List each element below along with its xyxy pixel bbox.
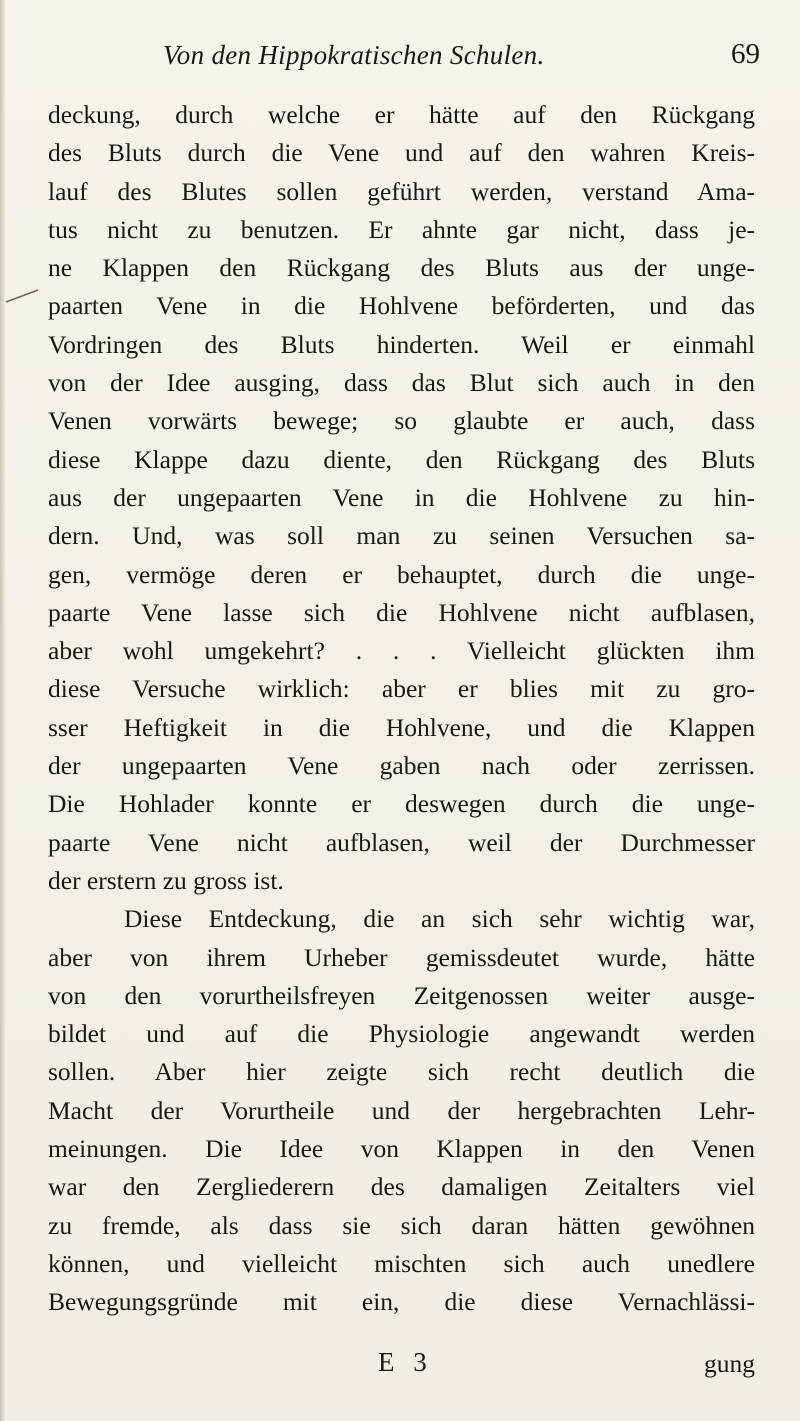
text-line: Die Hohlader konnte er deswegen durch die unge- [48, 789, 755, 819]
text-line: dern. Und, was soll man zu seinen Versuchen sa- [48, 521, 755, 551]
text-line: sser Heftigkeit in die Hohlvene, und die Klappen [48, 712, 755, 742]
text-line: zu fremde, als dass sie sich daran hätten gewöhnen [48, 1210, 755, 1240]
text-line: von den vorurtheilsfreyen Zeitgenossen weiter ausge- [48, 980, 755, 1010]
text-line: ne Klappen den Rückgang des Bluts aus der unge- [48, 253, 755, 283]
text-line: des Bluts durch die Vene und auf den wahren Kreis- [48, 138, 755, 168]
text-line: deckung, durch welche er hätte auf den Rückgang [48, 100, 755, 129]
text-line: bildet und auf die Physiologie angewandt werden [48, 1019, 755, 1049]
page-edge-shadow [0, 0, 6, 1421]
text-line: paarten Vene in die Hohlvene beförderten, und das [48, 291, 755, 321]
catchword: gung [704, 1349, 755, 1378]
text-line: aber wohl umgekehrt? . . . Vielleicht glückten ihm [48, 636, 755, 666]
text-line: diese Klappe dazu diente, den Rückgang des Bluts [48, 444, 755, 474]
text-line: war den Zergliederern des damaligen Zeitalters viel [48, 1172, 755, 1202]
text-line: Bewegungsgründe mit ein, die diese Vernachlässi- [48, 1287, 755, 1317]
running-head [48, 40, 760, 80]
body-text [48, 96, 755, 1322]
text-line: paarte Vene lasse sich die Hohlvene nicht aufblasen, [48, 597, 755, 627]
text-line: paarte Vene nicht aufblasen, weil der Durchmesser [48, 827, 755, 857]
text-line-paragraph-start: Diese Entdeckung, die an sich sehr wichtig war, [124, 904, 755, 934]
text-line: Venen vorwärts bewege; so glaubte er auch, dass [48, 406, 755, 436]
text-line: aus der ungepaarten Vene in die Hohlvene zu hin- [48, 482, 755, 512]
text-line: der ungepaarten Vene gaben nach oder zerrissen. [48, 751, 755, 781]
text-line: tus nicht zu benutzen. Er ahnte gar nicht, dass je- [48, 214, 755, 244]
text-line: können, und vielleicht mischten sich auch unedlere [48, 1248, 755, 1278]
page-footer [48, 1347, 755, 1387]
text-line: sollen. Aber hier zeigte sich recht deutlich die [48, 1057, 755, 1087]
text-line: gen, vermöge deren er behauptet, durch die unge- [48, 559, 755, 589]
text-line: von der Idee ausging, dass das Blut sich auch in den [48, 368, 755, 398]
stray-pencil-mark [4, 287, 40, 305]
text-line: Macht der Vorurtheile und der hergebrachten Lehr- [48, 1095, 755, 1125]
running-title: Von den Hippokratischen Schulen. [163, 40, 545, 70]
text-line: meinungen. Die Idee von Klappen in den Venen [48, 1134, 755, 1164]
text-line: Vordringen des Bluts hinderten. Weil er einmahl [48, 329, 755, 359]
page-number: 69 [731, 38, 760, 70]
signature-mark: E 3 [378, 1347, 433, 1377]
text-line: aber von ihrem Urheber gemissdeutet wurde, hätte [48, 942, 755, 972]
text-line-paragraph-end: der erstern zu gross ist. [48, 865, 284, 895]
text-line: diese Versuche wirklich: aber er blies mit zu gro- [48, 674, 755, 704]
text-line: lauf des Blutes sollen geführt werden, verstand Ama- [48, 176, 755, 206]
